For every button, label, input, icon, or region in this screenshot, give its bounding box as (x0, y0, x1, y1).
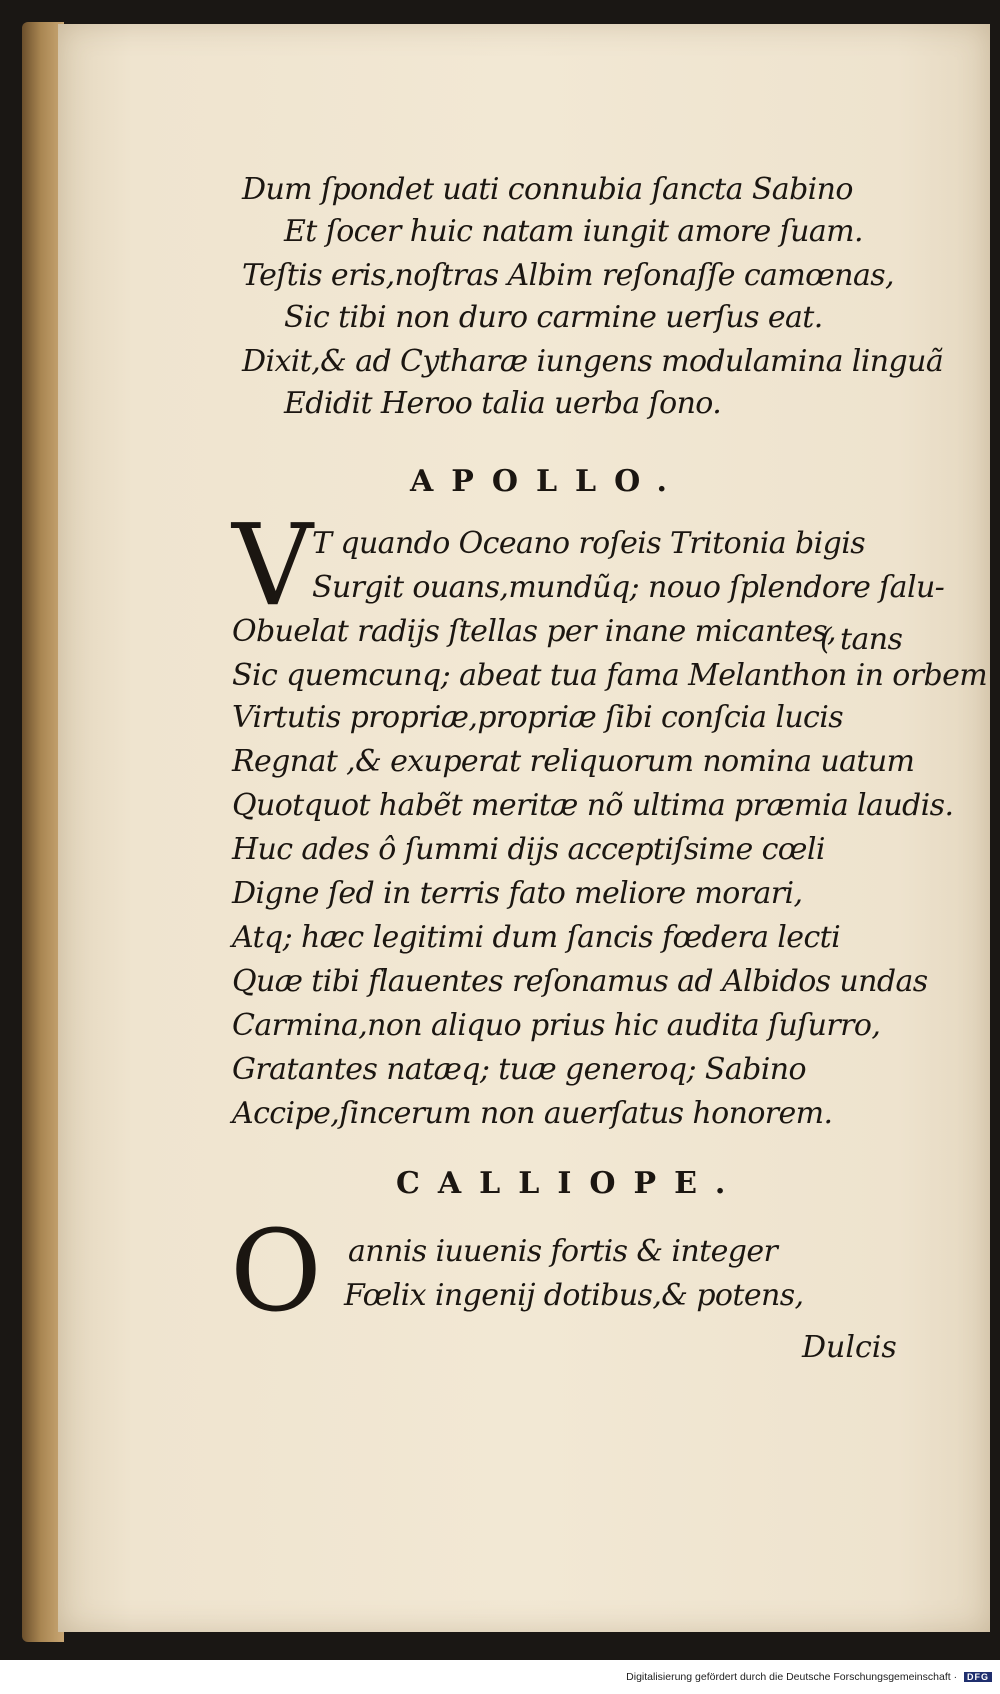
drop-cap: V (232, 501, 313, 631)
poem-line: Regnat ,& exuperat reliquorum nomina uatum (232, 744, 915, 779)
poem-line: Quæ tibi flauentes reſonamus ad Albidos undas (232, 964, 928, 999)
book-page (58, 24, 990, 1632)
poem-line: Edidit Heroo talia uerba ſono. (284, 386, 722, 421)
page-text (58, 24, 990, 1632)
credit-text: Digitalisierung gefördert durch die Deutsche Forschungsgemeinschaft · (626, 1671, 958, 1683)
poem-line: Huc ades ô ſummi dijs acceptiſsime cœli (232, 832, 825, 867)
poem-line: Obuelat radijs ſtellas per inane micantes, (232, 614, 836, 649)
poem-line: Atq; hæc legitimi dum ſancis fœdera lecti (232, 920, 841, 955)
poem-line: Quotquot habẽt meritæ nõ ultima præmia laudis. (232, 788, 954, 823)
section-heading-calliope: CALLIOPE. (396, 1166, 744, 1201)
poem-line: Accipe,ſincerum non auerſatus honorem. (232, 1096, 833, 1131)
catchword: Dulcis (802, 1330, 897, 1365)
poem-line: Virtutis propriæ,propriæ ſibi conſcia lucis (232, 700, 844, 735)
poem-line: Dum ſpondet uati connubia ſancta Sabino (242, 172, 853, 207)
poem-line: Sic quemcunq; abeat tua fama Melanthon in orbem (232, 658, 988, 693)
poem-line: Et ſocer huic natam iungit amore ſuam. (284, 214, 863, 249)
poem-line: annis iuuenis fortis & integer (348, 1234, 778, 1269)
poem-line: Teſtis eris,noſtras Albim reſonaſſe camœnas, (242, 258, 894, 293)
poem-line: Digne ſed in terris fato meliore morari, (232, 876, 803, 911)
digitization-credit (626, 1671, 992, 1683)
poem-line: T quando Oceano roſeis Tritonia bigis (312, 526, 866, 561)
poem-line: Sic tibi non duro carmine uerſus eat. (284, 300, 823, 335)
poem-line: Dixit,& ad Cytharæ iungens modulamina linguã (242, 344, 944, 379)
poem-line: Gratantes natæq; tuæ generoq; Sabino (232, 1052, 806, 1087)
section-heading-apollo: APOLLO. (410, 464, 685, 499)
dfg-logo: DFG (964, 1672, 992, 1682)
poem-line: Carmina,non aliquo prius hic audita ſuſurro, (232, 1008, 881, 1043)
drop-cap: O (230, 1207, 322, 1337)
poem-line: Surgit ouans,mundũq; nouo ſplendore ſalu- (312, 570, 945, 605)
poem-line-turnover: ( tans (820, 622, 903, 657)
poem-line: Fœlix ingenij dotibus,& potens, (344, 1278, 804, 1313)
